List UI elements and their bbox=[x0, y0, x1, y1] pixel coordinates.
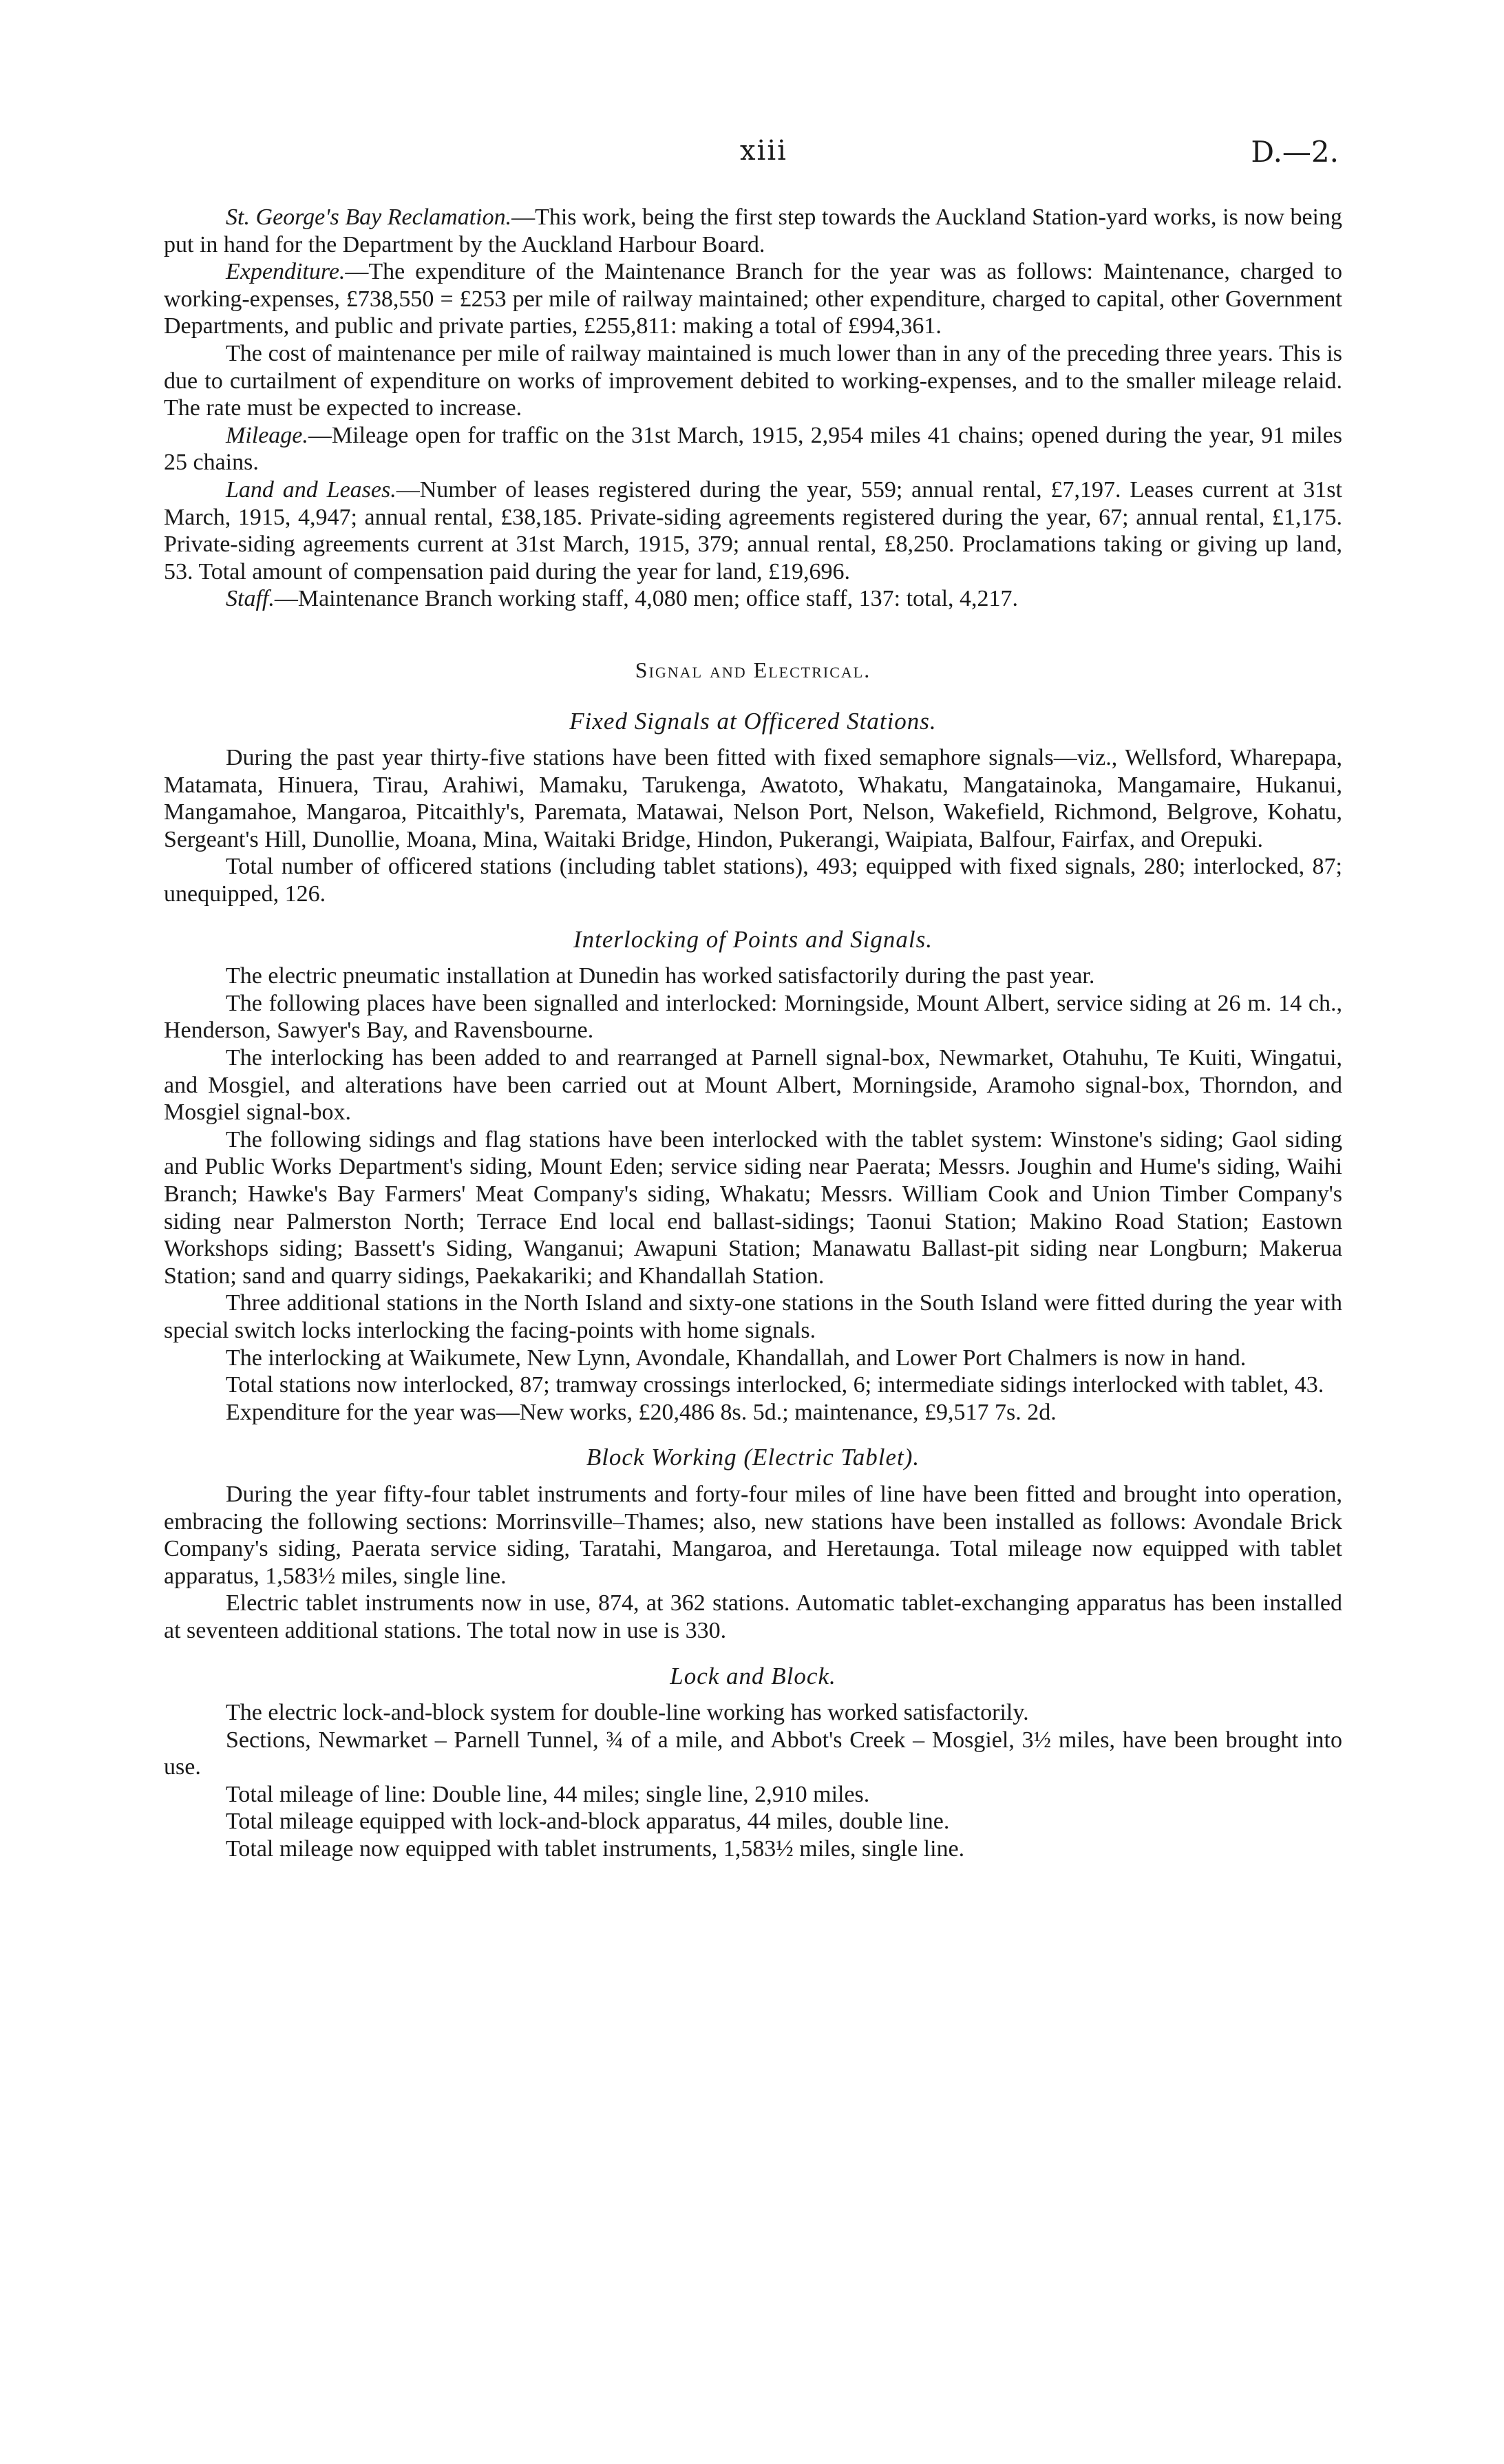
text-reclamation: —This work, being the first step towards the Auckland Station-yard works, is now being put in hand for the Department by the Auckland Harbour Board. bbox=[164, 204, 1342, 257]
lead-staff: Staff. bbox=[226, 586, 275, 612]
text-land-leases: —Number of leases registered during the year, 559; annual rental, £7,197. Leases current at 31st March, 1915, 4,947; annual rental, £38,185. Private-siding agreements registered during the year, 67; annual rental, £1,175. Private-siding agreements current at 31st March, 1915, 379; annual rental, £8,250. Proclamations taking or giving up land, 53. Total amount of compensation paid during the year for land, £19,696. bbox=[164, 476, 1342, 585]
paragraph-expenditure bbox=[164, 258, 1342, 340]
paragraph: The following sidings and flag stations have been interlocked with the tablet system: Winstone's siding; Gaol siding and Public Works Department's siding, Mount Eden; service siding near Paerata; Messrs. Joughin and Hume's siding, Waihi Branch; Hawke's Bay Farmers' Meat Company's siding, Whakatu; Messrs. William Cook and Union Timber Company's siding near Palmerston North; Terrace End local end ballast-sidings; Taonui Station; Makino Road Station; Eastown Workshops siding; Bassett's Siding, Wanganui; Awapuni Station; Manawatu Ballast-pit siding near Longburn; Makerua Station; sand and quarry sidings, Paekakariki; and Khandallah Station. bbox=[164, 1126, 1342, 1289]
paragraph: Total stations now interlocked, 87; tramway crossings interlocked, 6; intermediate sidings interlocked with tablet, 43. bbox=[226, 1372, 1324, 1398]
paragraph-reclamation bbox=[164, 204, 1342, 258]
page-number: xiii bbox=[740, 135, 787, 167]
paragraph: Total mileage now equipped with tablet instruments, 1,583½ miles, single line. bbox=[226, 1836, 965, 1862]
paragraph: Total mileage of line: Double line, 44 miles; single line, 2,910 miles. bbox=[226, 1781, 870, 1807]
subheading-block-working: Block Working (Electric Tablet). bbox=[586, 1444, 920, 1471]
page-header bbox=[0, 135, 1504, 176]
body-text bbox=[164, 204, 1342, 1863]
paragraph: Three additional stations in the North Island and sixty-one stations in the South Island were fitted during the year with special switch locks interlocking the facing-points with home signals. bbox=[164, 1290, 1342, 1343]
paragraph: Sections, Newmarket – Parnell Tunnel, ¾ of a mile, and Abbot's Creek – Mosgiel, 3½ miles, have been brought into use. bbox=[164, 1727, 1342, 1780]
paragraph: The electric pneumatic installation at Dunedin has worked satisfactorily during the past year. bbox=[226, 963, 1095, 989]
lead-reclamation: St. George's Bay Reclamation. bbox=[226, 204, 512, 230]
paragraph-maintenance-cost bbox=[164, 340, 1342, 422]
paragraph: The electric lock-and-block system for double-line working has worked satisfactorily. bbox=[226, 1700, 1029, 1726]
section-heading-signal-electrical: Signal and Electrical. bbox=[635, 657, 871, 682]
subheading-lock-and-block: Lock and Block. bbox=[670, 1662, 836, 1689]
paragraph-staff bbox=[164, 585, 1342, 613]
text-staff: —Maintenance Branch working staff, 4,080 men; office staff, 137: total, 4,217. bbox=[274, 586, 1019, 612]
paragraph: Electric tablet instruments now in use, 874, at 362 stations. Automatic tablet-exchanging apparatus has been installed at seventeen additional stations. The total now in use is 330. bbox=[164, 1590, 1342, 1643]
paragraph-land-leases bbox=[164, 476, 1342, 585]
subheading-fixed-signals: Fixed Signals at Officered Stations. bbox=[569, 707, 937, 735]
paragraph: The following places have been signalled and interlocked: Morningside, Mount Albert, service siding at 26 m. 14 ch., Henderson, Sawyer's Bay, and Ravensbourne. bbox=[164, 990, 1342, 1044]
lead-mileage: Mileage. bbox=[226, 422, 308, 448]
subheading-interlocking: Interlocking of Points and Signals. bbox=[573, 925, 933, 953]
text-expenditure: —The expenditure of the Maintenance Branch for the year was as follows: Maintenance, charged to working-expenses, £738,550 = £253 per mile of railway maintained; other expenditure, charged to capital, other Government Departments, and public and private parties, £255,811: making a total of £994,361. bbox=[164, 259, 1342, 339]
lead-expenditure: Expenditure. bbox=[226, 259, 346, 285]
paragraph: The interlocking has been added to and rearranged at Parnell signal-box, Newmarket, Otahuhu, Te Kuiti, Wingatui, and Mosgiel, and alterations have been carried out at Mount Albert, Morningside, Aramoho signal-box, Thorndon, and Mosgiel signal-box. bbox=[164, 1045, 1342, 1126]
paragraph: Total number of officered stations (including tablet stations), 493; equipped with fixed signals, 280; interlocked, 87; unequipped, 126. bbox=[164, 854, 1342, 907]
paragraph: Expenditure for the year was—New works, £20,486 8s. 5d.; maintenance, £9,517 7s. 2d. bbox=[226, 1399, 1057, 1425]
paragraph: During the past year thirty-five stations have been fitted with fixed semaphore signals—viz., Wellsford, Wharepapa, Matamata, Hinuera, Tirau, Arahiwi, Mamaku, Tarukenga, Awatoto, Whakatu, Mangatainoka, Mangamaire, Hukanui, Mangamahoe, Mangaroa, Pitcaithly's, Paremata, Matawai, Nelson Port, Nelson, Wakefield, Richmond, Belgrove, Kohatu, Sergeant's Hill, Dunollie, Moana, Mina, Waitaki Bridge, Hindon, Pukerangi, Waipiata, Balfour, Fairfax, and Orepuki. bbox=[164, 745, 1342, 852]
document-reference: D.—2. bbox=[1251, 135, 1339, 169]
paragraph: During the year fifty-four tablet instruments and forty-four miles of line have been fitted and brought into operation, embracing the following sections: Morrinsville–Thames; also, new stations have been installed as follows: Avondale Brick Company's siding, Paerata service siding, Taratahi, Mangaroa, and Heretaunga. Total mileage now equipped with tablet apparatus, 1,583½ miles, single line. bbox=[164, 1481, 1342, 1589]
text-maintenance-cost: The cost of maintenance per mile of railway maintained is much lower than in any of the preceding three years. This is due to curtailment of expenditure on works of improvement debited to working-expenses, and to the smaller mileage relaid. The rate must be expected to increase. bbox=[164, 340, 1342, 421]
lead-land-leases: Land and Leases. bbox=[226, 476, 396, 503]
paragraph: Total mileage equipped with lock-and-block apparatus, 44 miles, double line. bbox=[226, 1809, 950, 1835]
paragraph: The interlocking at Waikumete, New Lynn, Avondale, Khandallah, and Lower Port Chalmers is now in hand. bbox=[226, 1345, 1247, 1371]
paragraph-mileage bbox=[164, 422, 1342, 476]
text-mileage: —Mileage open for traffic on the 31st March, 1915, 2,954 miles 41 chains; opened during the year, 91 miles 25 chains. bbox=[164, 422, 1342, 476]
